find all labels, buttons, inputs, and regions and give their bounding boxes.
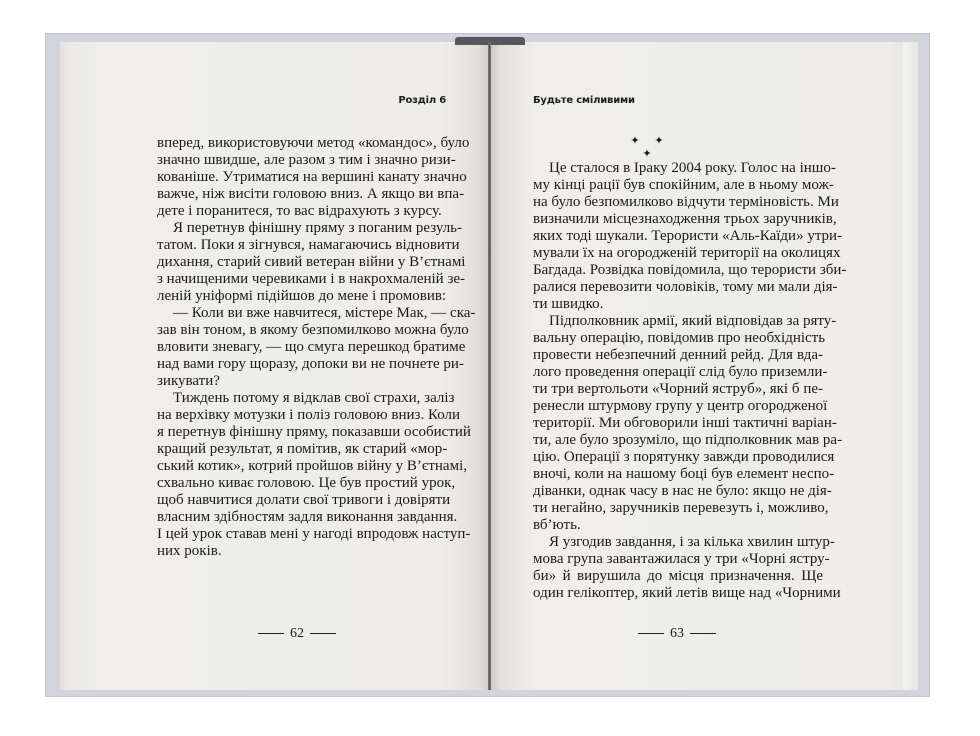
- page-number-63: 63: [670, 626, 684, 641]
- text-line: дихання, старий сивий ветеран війни у В’єтнамі: [157, 254, 466, 270]
- text-line: лого проведення операції слід було приземли-: [533, 364, 828, 380]
- text-line: вловити зневагу, — що смуга перешкод братиме: [157, 339, 466, 355]
- text-line: ралися перевозити чоловіків, тому ми мали дія-: [533, 279, 838, 295]
- text-line: ти швидко.: [533, 296, 604, 312]
- text-line: на верхівку мотузки і поліз головою вниз. Коли: [157, 407, 461, 423]
- left-page-number: [237, 626, 357, 642]
- text-line: ти негайно, заручників перевезуть і, можливо,: [533, 500, 829, 516]
- text-line: Я узгодив завдання, і за кілька хвилин штур-: [549, 534, 835, 550]
- text-line: я перетнув фінішну пряму, показавши особистий: [157, 424, 471, 440]
- book-gutter: [488, 42, 491, 690]
- text-line: важче, ніж висіти головою вниз. А якщо ви впа-: [157, 186, 465, 202]
- text-line: Тиждень потому я відклав свої страхи, заліз: [173, 390, 455, 406]
- text-line: власним здібностям задля виконання завдання.: [157, 509, 458, 525]
- text-line: ренесли штурмову групу у центр огородженої: [533, 398, 828, 414]
- text-line: Я перетнув фінішну пряму з поганим резуль-: [173, 220, 463, 236]
- left-running-head: Розділ 6: [398, 95, 446, 106]
- text-line: вб’ють.: [533, 517, 581, 533]
- text-line: території. Ми обговорили інші тактичні варіан-: [533, 415, 837, 431]
- text-line: яких тоді шукали. Терористи «Аль-Каїди» утри-: [533, 228, 843, 244]
- section-separator: ✦ ✦ ✦: [630, 135, 670, 160]
- text-line: зав він тоном, в якому безпомилково можна було: [157, 322, 469, 338]
- text-line: цію. Операції з порятунку завжди проводилися: [533, 449, 835, 465]
- text-line: вальну операцію, повідомив про необхідність: [533, 330, 826, 346]
- text-line: провести небезпечний денний рейд. Для вда-: [533, 347, 823, 363]
- text-line: Багдада. Розвідка повідомила, що терористи зби-: [533, 262, 847, 278]
- text-line: ти, але було зрозуміло, що підполковник мав ра-: [533, 432, 843, 448]
- text-line: — Коли ви вже навчитеся, містере Мак, — ска-: [173, 305, 476, 321]
- text-line: значно швидше, але разом з тим і значно ризи-: [157, 152, 456, 168]
- text-line: І цей урок ставав мені у нагоді впродовж наступ-: [157, 526, 471, 542]
- text-line: щоб навчитися долати свої тривоги і довіряти: [157, 492, 451, 508]
- text-line: би» й вирушила до місця призначення. Ще: [533, 568, 823, 584]
- text-line: з начищеними черевиками і в накрохмаленій зе-: [157, 271, 466, 287]
- text-line: кращий результат, я помітив, як старий «мор-: [157, 441, 448, 457]
- text-line: над вами гору щоразу, допоки ви не почнете ри-: [157, 356, 464, 372]
- text-line: кованіше. Утриматися на вершині канату значно: [157, 169, 467, 185]
- text-line: вночі, коли на нашому боці був елемент неспо-: [533, 466, 835, 482]
- text-line: них років.: [157, 543, 222, 559]
- text-line: ти три вертольоти «Чорний яструб», які б пе-: [533, 381, 823, 397]
- text-line: вперед, використовуючи метод «командос», було: [157, 135, 470, 151]
- text-line: му кінці рації був спокійним, але в ньому мож-: [533, 177, 834, 193]
- text-line: дете і поранитеся, то вас відрахують з курсу.: [157, 203, 442, 219]
- text-line: татом. Поки я зігнувся, намагаючись відновити: [157, 237, 460, 253]
- text-line: Підполковник армії, який відповідав за ряту-: [549, 313, 837, 329]
- text-line: Це сталося в Іраку 2004 року. Голос на іншо-: [549, 160, 836, 176]
- text-line: зикувати?: [157, 373, 220, 389]
- right-page-number: [617, 626, 737, 642]
- right-running-head: Будьте сміливими: [533, 95, 635, 106]
- right-page-body: [533, 160, 847, 602]
- text-line: діванки, однак часу в нас не було: якщо не дія-: [533, 483, 832, 499]
- text-line: ський котик», котрий пройшов війну у В’єтнамі,: [157, 458, 467, 474]
- text-line: мова група завантажилася у три «Чорні ястру-: [533, 551, 830, 567]
- text-line: на було безпомилково відчути терміновість. Ми: [533, 194, 839, 210]
- text-line: схвально киває головою. Це був простий урок,: [157, 475, 456, 491]
- text-line: мували їх на огородженій території на околицях: [533, 245, 841, 261]
- left-page-body: [157, 135, 476, 560]
- text-line: один гелікоптер, який летів вище над «Чорними: [533, 585, 841, 601]
- text-line: леній уніформі підійшов до мене і промовив:: [157, 288, 447, 304]
- page-number-62: 62: [290, 626, 304, 641]
- text-line: визначили місцезнаходження трьох заручників,: [533, 211, 837, 227]
